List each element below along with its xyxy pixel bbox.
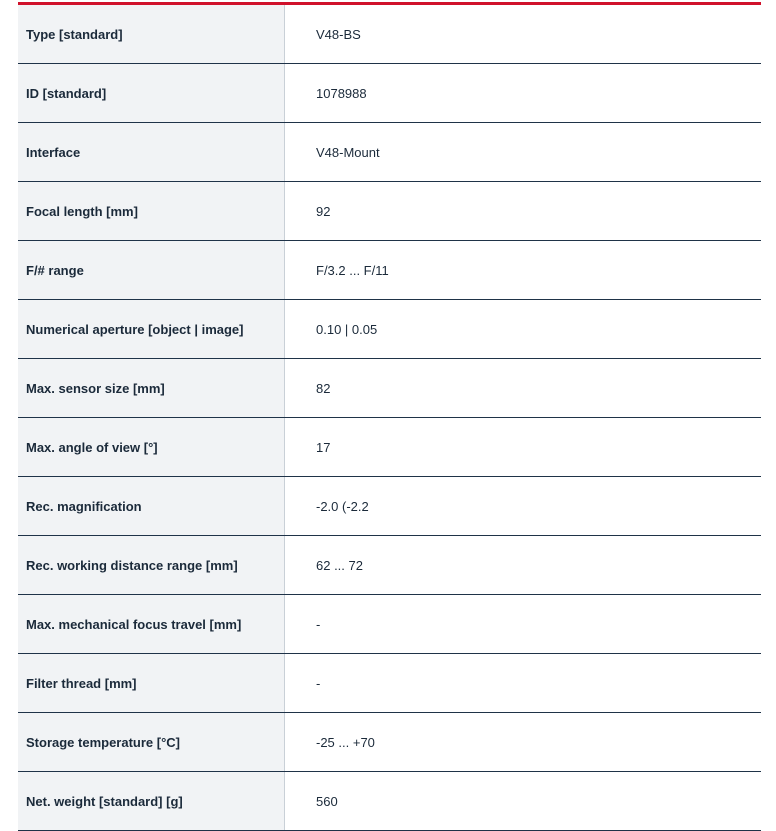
spec-row-working-distance [18, 536, 761, 595]
spec-label: Max. angle of view [°] [18, 418, 285, 476]
spec-value: 17 [316, 439, 331, 455]
spec-value: 0.10 | 0.05 [316, 321, 378, 337]
spec-row-interface [18, 123, 761, 182]
spec-row-net-weight [18, 772, 761, 831]
spec-table [18, 2, 761, 831]
spec-row-sensor-size [18, 359, 761, 418]
spec-row-f-range [18, 241, 761, 300]
spec-row-filter-thread [18, 654, 761, 713]
spec-row-storage-temperature [18, 713, 761, 772]
spec-value: 62 ... 72 [316, 557, 363, 573]
spec-row-magnification [18, 477, 761, 536]
spec-label: Type [standard] [18, 5, 285, 63]
spec-label: Interface [18, 123, 285, 181]
spec-label: Storage temperature [°C] [18, 713, 285, 771]
spec-label: Max. mechanical focus travel [mm] [18, 595, 285, 653]
spec-value: 92 [316, 203, 331, 219]
spec-row-focus-travel [18, 595, 761, 654]
spec-value: - [316, 616, 321, 632]
spec-value: V48-Mount [316, 144, 380, 160]
spec-value: 1078988 [316, 85, 367, 101]
spec-row-numerical-aperture [18, 300, 761, 359]
spec-value: 560 [316, 793, 338, 809]
spec-row-focal-length [18, 182, 761, 241]
spec-label: Numerical aperture [object | image] [18, 300, 285, 358]
spec-label: Focal length [mm] [18, 182, 285, 240]
spec-label: Net. weight [standard] [g] [18, 772, 285, 830]
spec-label: ID [standard] [18, 64, 285, 122]
spec-value: V48-BS [316, 26, 361, 42]
spec-label: Rec. magnification [18, 477, 285, 535]
spec-value: F/3.2 ... F/11 [316, 262, 389, 278]
spec-label: Filter thread [mm] [18, 654, 285, 712]
spec-row-id [18, 64, 761, 123]
spec-value: -25 ... +70 [316, 734, 375, 750]
spec-value: - [316, 675, 321, 691]
spec-row-type [18, 5, 761, 64]
spec-label: F/# range [18, 241, 285, 299]
spec-label: Rec. working distance range [mm] [18, 536, 285, 594]
spec-value: -2.0 (-2.2 [316, 498, 369, 514]
spec-row-angle-of-view [18, 418, 761, 477]
spec-value: 82 [316, 380, 331, 396]
spec-label: Max. sensor size [mm] [18, 359, 285, 417]
